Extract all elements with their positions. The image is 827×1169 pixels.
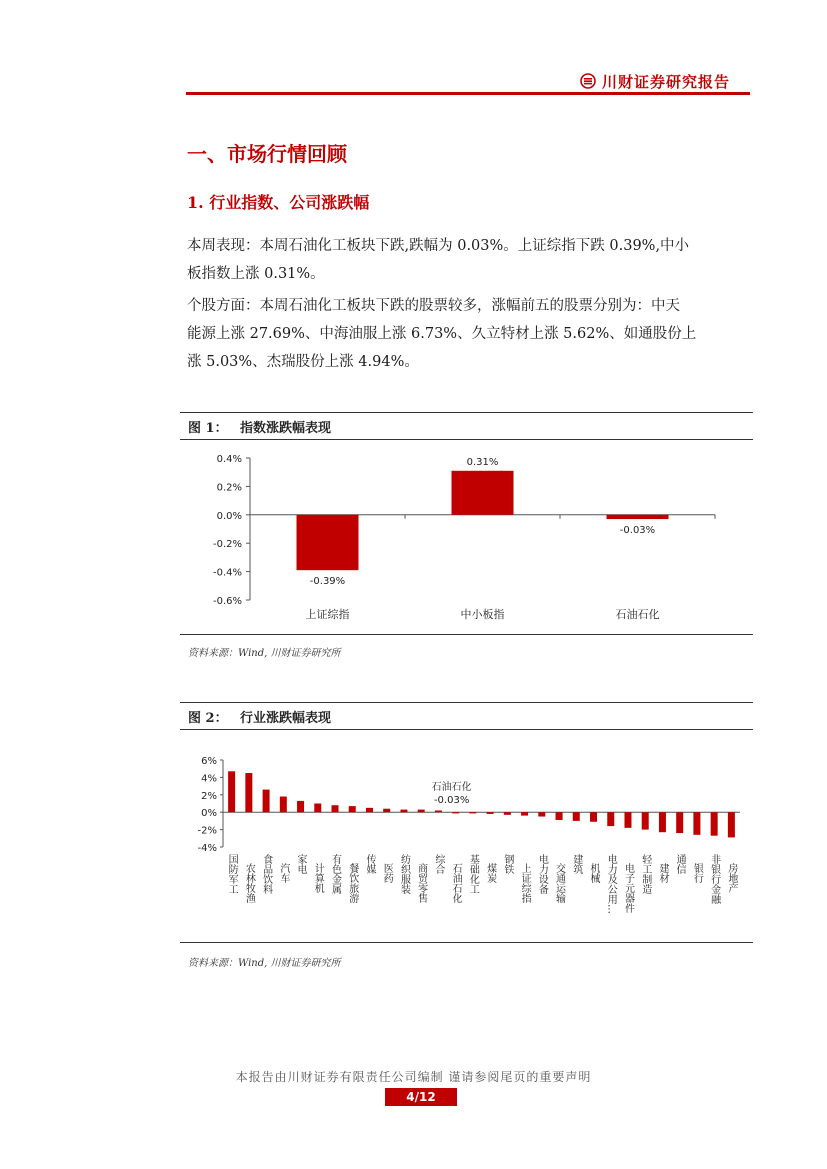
chart2-bar xyxy=(469,812,476,813)
chart2-category-label: 基础化工 xyxy=(467,854,479,894)
footer-disclaimer: 本报告由川财证券有限责任公司编制 谨请参阅尾页的重要声明 xyxy=(235,1070,592,1084)
figure2-chart xyxy=(180,730,753,940)
chart2-bar xyxy=(624,812,631,828)
section-heading: 一、市场行情回顾 xyxy=(187,142,347,166)
chart2-bar xyxy=(590,812,597,822)
figure1-number: 图 1： xyxy=(188,420,228,436)
chart2-bar xyxy=(383,809,390,812)
chart2-category-label: 非银行金融 xyxy=(708,854,720,904)
figure1-title: 指数涨跌幅表现 xyxy=(240,420,332,436)
chart2-bar xyxy=(297,801,304,812)
chart1-data-label: -0.03% xyxy=(619,525,656,537)
chart2-category-label: 房地产 xyxy=(725,863,737,893)
figure1-title-bar xyxy=(180,412,753,440)
chart2-bar xyxy=(263,790,270,813)
figure1-source: 资料来源：Wind, 川财证券研究所 xyxy=(188,648,341,659)
chart2-category-label: 食品饮料 xyxy=(260,854,272,894)
page-number: 4/12 xyxy=(385,1088,457,1106)
chart2-category-label: 农林牧渔 xyxy=(243,863,255,903)
chart1-category-label: 上证综指 xyxy=(305,608,350,621)
chart2-category-label: 煤炭 xyxy=(484,863,496,883)
chart2-y-tick-label: 2% xyxy=(201,790,217,802)
chart2-bar xyxy=(607,812,614,826)
figure2-source: 资料来源：Wind, 川财证券研究所 xyxy=(188,958,341,969)
chart1-bar xyxy=(297,515,359,570)
chart2-y-tick-label: -2% xyxy=(197,825,217,837)
chart2-category-label: 传媒 xyxy=(363,854,375,874)
chart1-y-tick-label: -0.4% xyxy=(212,567,242,579)
chart2-category-label: 交通运输 xyxy=(553,863,565,903)
chart2-category-label: 纺织服装 xyxy=(398,854,410,894)
figure2-title-bar xyxy=(180,702,753,730)
chart2-bar xyxy=(418,810,425,813)
chart2-category-label: 国防军工 xyxy=(226,854,238,894)
chart2-y-tick-label: 6% xyxy=(201,756,217,767)
figure2-title: 行业涨跌幅表现 xyxy=(240,710,332,726)
chart2-bar xyxy=(228,771,235,812)
chart2-bar xyxy=(280,797,287,813)
chart2-category-label: 银行 xyxy=(691,863,703,883)
figure1-chart xyxy=(180,440,753,632)
subsection-heading: 1. 行业指数、公司涨跌幅 xyxy=(187,193,370,212)
header-divider xyxy=(186,92,750,95)
chart2-bar xyxy=(504,812,511,815)
chart2-category-label: 家电 xyxy=(295,854,307,874)
chart2-bar xyxy=(400,810,407,813)
figure2-bottom-rule xyxy=(180,942,753,943)
chart2-bar xyxy=(538,812,545,816)
chart2-category-label: 有色金属 xyxy=(329,854,341,894)
chart2-category-label: 餐饮旅游 xyxy=(346,863,358,903)
chart1-data-label: 0.31% xyxy=(466,456,499,468)
chart2-y-tick-label: -4% xyxy=(197,843,217,854)
chart2-bar xyxy=(676,812,683,833)
chart1-y-tick-label: -0.6% xyxy=(212,596,242,607)
figure1-bottom-rule xyxy=(180,634,753,635)
chart2-category-label: 建材 xyxy=(656,863,668,883)
chart2-category-label: 汽车 xyxy=(277,863,289,883)
chart1-y-tick-label: -0.2% xyxy=(212,539,242,551)
chart2-bar xyxy=(349,806,356,812)
chart2-category-label: 建筑 xyxy=(570,854,582,874)
chart2-bar xyxy=(435,810,442,812)
chart1-data-label: -0.39% xyxy=(309,576,346,588)
chart1-category-label: 中小板指 xyxy=(460,608,505,621)
chart2-bar xyxy=(659,812,666,832)
brand-logo-icon xyxy=(580,73,596,89)
chart1-y-tick-label: 0.4% xyxy=(216,454,242,465)
chart2-category-label: 医药 xyxy=(381,863,393,883)
chart1-category-label: 石油石化 xyxy=(615,608,660,621)
chart2-category-label: 机械 xyxy=(588,863,600,883)
chart2-bar xyxy=(314,804,321,813)
chart2-bar xyxy=(711,812,718,835)
chart2-bar xyxy=(332,805,339,812)
paragraph-stock-performance: 个股方面：本周石油化工板块下跌的股票较多，涨幅前五的股票分别为：中天 能源上涨 27.69%、中海油服上涨 6.73%、久立特材上涨 5.62%、如通股份上 涨 5.03%、杰瑞股份上涨 4.94%。 xyxy=(187,298,697,370)
chart2-category-label: 钢铁 xyxy=(501,854,513,874)
chart2-bar xyxy=(245,773,252,812)
chart2-category-label: 电子元器件 xyxy=(622,863,634,913)
chart2-bar xyxy=(452,812,459,813)
chart1-y-tick-label: 0.2% xyxy=(216,482,242,494)
brand-name: 川财证券研究报告 xyxy=(602,72,731,91)
chart2-category-label: 石油石化 xyxy=(450,863,462,903)
chart2-category-label: 商贸零售 xyxy=(415,863,427,903)
chart2-category-label: 轻工制造 xyxy=(639,854,651,894)
chart2-category-label: 综合 xyxy=(432,854,444,874)
chart2-category-label: 上证综指 xyxy=(519,863,531,903)
chart2-bar xyxy=(573,812,580,821)
chart2-category-label: 电力及公用… xyxy=(605,854,617,914)
figure2-number: 图 2： xyxy=(188,710,228,726)
chart2-bar xyxy=(728,812,735,837)
chart1-y-tick-label: 0.0% xyxy=(216,510,242,522)
chart2-category-label: 通信 xyxy=(674,854,686,874)
chart2-bar xyxy=(521,812,528,815)
chart2-annotation-name: 石油石化 xyxy=(431,782,472,793)
header-brand xyxy=(580,71,750,91)
chart2-bar xyxy=(366,808,373,812)
chart2-bar xyxy=(642,812,649,829)
chart2-bar xyxy=(556,812,563,820)
chart2-category-label: 电力设备 xyxy=(536,854,548,894)
chart2-category-label: 计算机 xyxy=(312,863,324,893)
chart1-bar xyxy=(607,515,669,519)
paragraph-weekly-performance: 本周表现：本周石油化工板块下跌,跌幅为 0.03%。上证综指下跌 0.39%,中小 板指数上涨 0.31%。 xyxy=(187,238,690,282)
chart2-y-tick-label: 4% xyxy=(201,773,217,785)
chart2-bar xyxy=(487,812,494,814)
chart2-annotation-value: -0.03% xyxy=(433,795,470,806)
chart2-y-tick-label: 0% xyxy=(201,808,217,820)
chart2-bar xyxy=(693,812,700,835)
chart1-bar xyxy=(452,471,514,515)
